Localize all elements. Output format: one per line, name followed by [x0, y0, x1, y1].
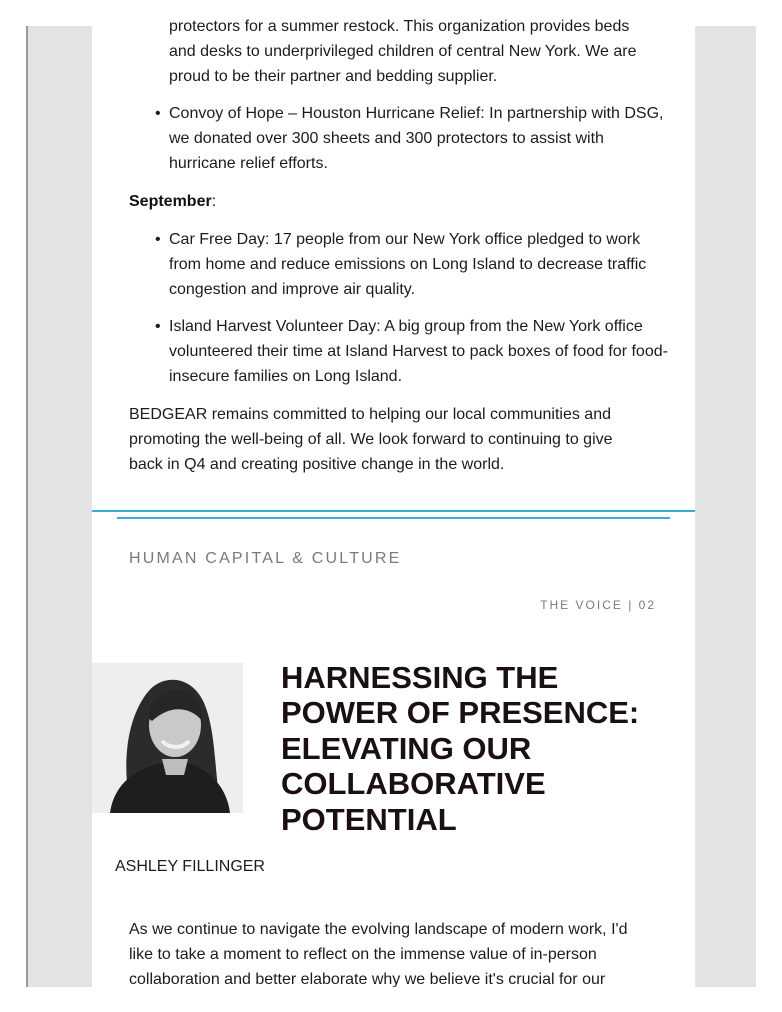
bullet-list: [155, 101, 669, 176]
september-list: [155, 227, 669, 389]
list-item: [155, 314, 669, 389]
bullet-icon: •: [155, 231, 161, 248]
bullet-icon: •: [155, 318, 161, 335]
section-divider-inner: [117, 517, 670, 519]
list-item-text: Car Free Day: 17 people from our New York office pledged to work from home and reduce emissions on Long Island to decrease traffic congestion and improve air quality.: [169, 231, 647, 298]
list-item-text: Island Harvest Volunteer Day: A big group from the New York office volunteered their time at Island Harvest to pack boxes of food for food-insecure families on Long Island.: [169, 318, 668, 385]
bullet-icon: •: [155, 105, 161, 122]
partial-list-item: [155, 14, 669, 176]
month-heading: [129, 189, 216, 214]
portrait-photo-icon: [92, 663, 243, 813]
section-divider: [92, 510, 695, 512]
month-heading-colon: :: [211, 193, 217, 210]
section-title: HUMAN CAPITAL & CULTURE: [129, 550, 402, 567]
intro-paragraph: As we continue to navigate the evolving landscape of modern work, I'd like to take a moment to reflect on the immense value of in-person collaboration and better elaborate why we believe it's crucial for our: [129, 921, 628, 987]
author-name: ASHLEY FILLINGER: [115, 858, 265, 875]
partial-line: protectors for a summer restock. This organization provides beds: [169, 18, 630, 35]
left-margin: [26, 26, 92, 987]
scrollbar-track[interactable]: [695, 26, 756, 987]
partial-line: proud to be their partner and bedding supplier.: [169, 68, 498, 85]
closing-paragraph: BEDGEAR remains committed to helping our local communities and promoting the well-being of all. We look forward to continuing to give back in Q4 and creating positive change in the world.: [129, 406, 613, 473]
list-item: [155, 101, 669, 176]
newsletter-page: [92, 0, 695, 987]
partial-line: and desks to underprivileged children of central New York. We are: [169, 43, 637, 60]
list-item: [155, 227, 669, 302]
list-item-text: Convoy of Hope – Houston Hurricane Relief: In partnership with DSG, we donated over 300 sheets and 300 protectors to assist with hurricane relief efforts.: [169, 105, 664, 172]
article-headline: HARNESSING THE POWER OF PRESENCE: ELEVATING OUR COLLABORATIVE POTENTIAL: [281, 660, 640, 837]
month-heading-label: September: [129, 193, 212, 210]
issue-label: THE VOICE | 02: [540, 598, 656, 612]
